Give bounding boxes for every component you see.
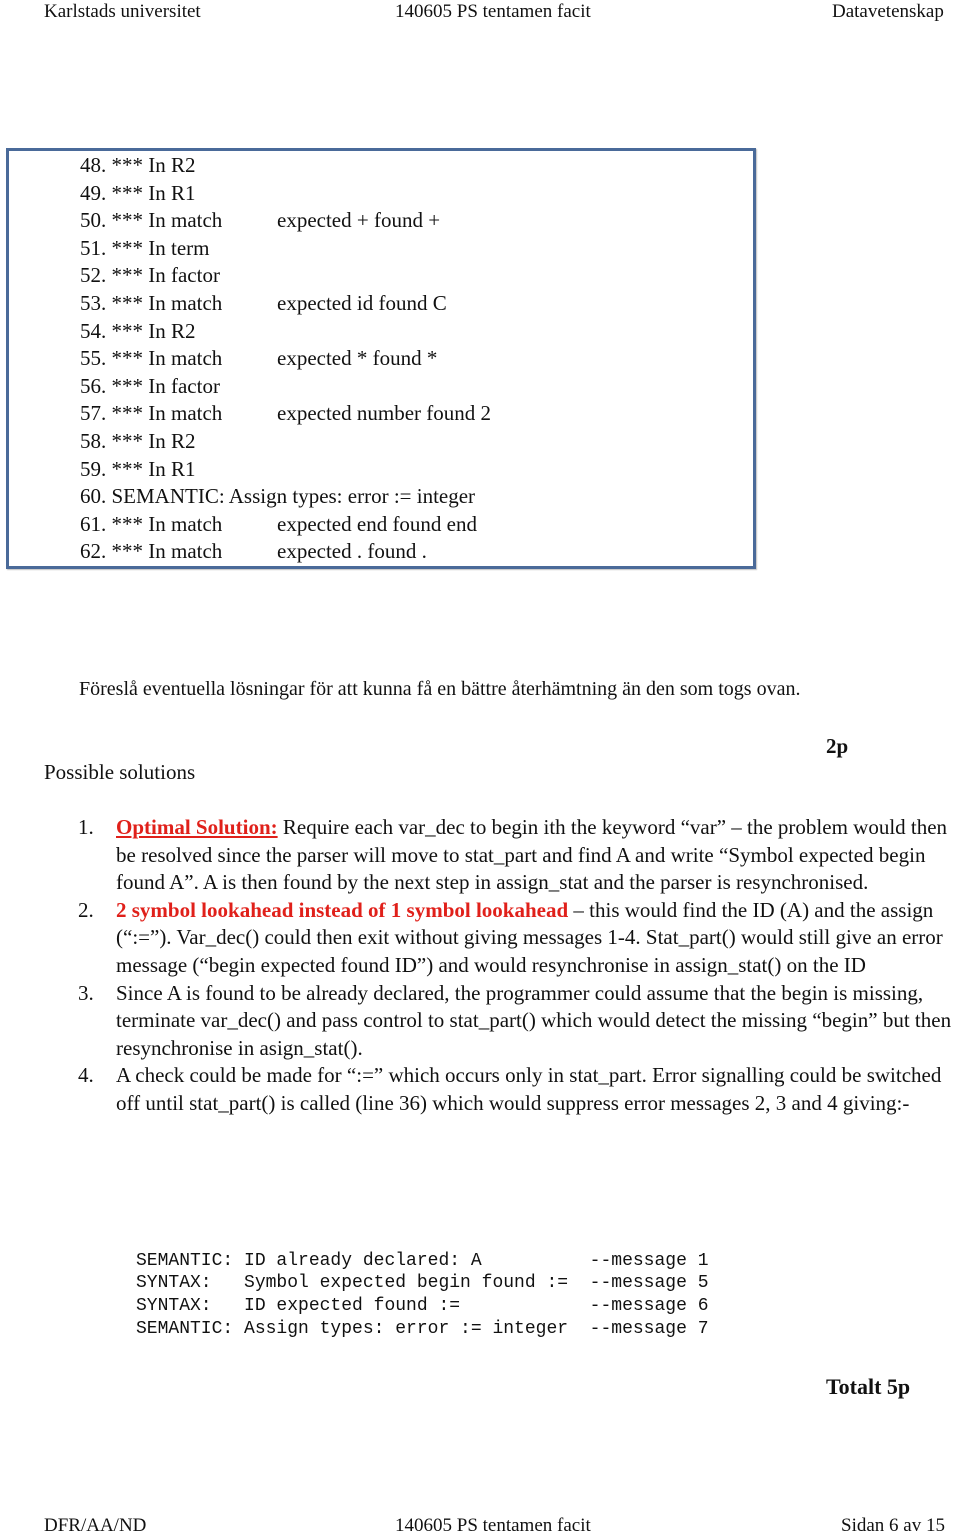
trace-line (80, 428, 740, 454)
trace-step: 58. *** In R2 (80, 429, 196, 453)
trace-line (80, 180, 740, 206)
solution-highlight: 2 symbol lookahead instead of 1 symbol lookahead (116, 897, 569, 922)
trace-step: 59. *** In R1 (80, 456, 196, 481)
trace-line (80, 483, 740, 509)
trace-message: expected number found 2 (277, 401, 492, 426)
trace-line (80, 318, 740, 344)
solution-item (78, 897, 960, 980)
trace-line (80, 262, 740, 288)
header-left: Karlstads universitet (44, 1, 201, 22)
trace-line (80, 373, 740, 399)
question-text: Föreslå eventuella lösningar för att kunna få en bättre återhämtning än den som togs ovan. (79, 678, 801, 700)
header-right: Datavetenskap (832, 1, 944, 22)
footer-center: 140605 PS tentamen facit (395, 1515, 591, 1536)
trace-step: 50. *** In match (80, 208, 223, 233)
error-messages-code (136, 1227, 709, 1363)
trace-line (80, 290, 740, 316)
trace-step: 52. *** In factor (80, 263, 220, 288)
trace-line (80, 207, 740, 233)
solution-text: Require each var_dec to begin ith the keyword “var” – the problem would then be resolved since the parser will move to stat_part and find A and write “Symbol expected begin found A”. A is then found by the next step in assign_stat and the parser is resynchronised. (116, 815, 948, 895)
trace-message: expected id found C (277, 291, 447, 315)
solutions-list (78, 814, 960, 1118)
trace-message: expected end found end (277, 511, 478, 536)
solution-number: 3. (78, 980, 94, 1005)
trace-step: 56. *** In factor (80, 373, 220, 398)
solution-number: 1. (78, 815, 94, 839)
solution-highlight: Optimal Solution: (116, 815, 278, 839)
trace-line (80, 235, 740, 261)
trace-step: 49. *** In R1 (80, 180, 196, 205)
trace-line (80, 152, 740, 178)
code-line: SYNTAX: ID expected found := --message 6 (136, 1296, 709, 1317)
trace-step: 62. *** In match (80, 539, 223, 564)
trace-step: 51. *** In term (80, 235, 210, 260)
code-line: SEMANTIC: ID already declared: A --message 1 (136, 1250, 709, 1271)
total-points: Totalt 5p (826, 1374, 911, 1399)
header-center: 140605 PS tentamen facit (395, 1, 591, 22)
solution-text: – this would find the ID (A) and the assign (“:=”). Var_dec() could then exit without giving messages 1-4. Stat_part() would still give an error message (“begin expected found ID”) and would resynchronise in assign_stat() on the ID (116, 897, 943, 977)
trace-message: expected + found + (277, 208, 441, 233)
footer-right: Sidan 6 av 15 (841, 1515, 945, 1536)
trace-line (80, 456, 740, 482)
possible-solutions-heading: Possible solutions (44, 760, 196, 784)
code-line: SYNTAX: Symbol expected begin found := --message 5 (136, 1273, 709, 1294)
footer-left: DFR/AA/ND (44, 1515, 147, 1536)
trace-step: 53. *** In match (80, 291, 223, 315)
trace-line (80, 511, 740, 537)
solution-text: A check could be made for “:=” which occurs only in stat_part. Error signalling could be switched off until stat_part() is called (line 36) which would suppress error messages 2, 3 and 4 giving:- (116, 1063, 942, 1115)
trace-message: expected * found * (277, 346, 438, 371)
solution-item (78, 1062, 960, 1117)
solution-item (78, 814, 960, 897)
solution-number: 4. (78, 1063, 94, 1088)
trace-line (80, 345, 740, 371)
trace-step: 55. *** In match (80, 346, 223, 371)
solution-text: Since A is found to be already declared, the programmer could assume that the begin is missing, terminate var_dec() and pass control to stat_part() which would detect the missing “begin” but then resynchronise in asign_stat(). (116, 980, 952, 1060)
points-label: 2p (826, 734, 849, 758)
solution-number: 2. (78, 897, 94, 922)
trace-step: 61. *** In match (80, 511, 223, 536)
trace-message: expected . found . (277, 539, 427, 564)
solution-item (78, 980, 960, 1063)
trace-step: 54. *** In R2 (80, 318, 196, 343)
trace-step: 60. SEMANTIC: Assign types: error := integer (80, 484, 476, 509)
trace-line (80, 538, 740, 564)
trace-step: 48. *** In R2 (80, 153, 196, 177)
trace-line (80, 400, 740, 426)
code-line: SEMANTIC: Assign types: error := integer --message 7 (136, 1318, 709, 1339)
trace-step: 57. *** In match (80, 401, 223, 426)
